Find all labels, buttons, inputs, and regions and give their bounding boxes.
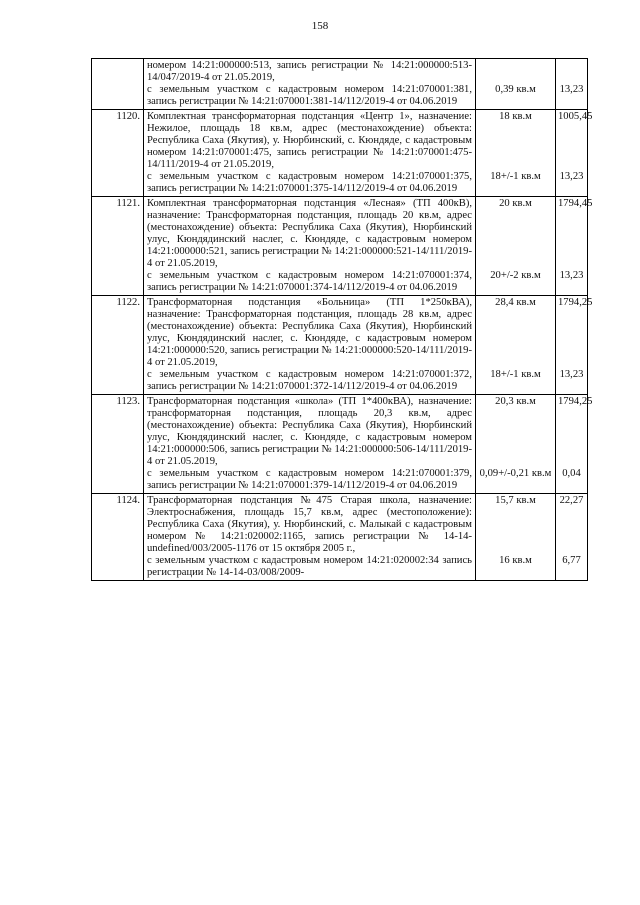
row-number (92, 59, 144, 110)
object-value: 1794,25 (558, 396, 593, 407)
land-plot-description: с земельным участком с кадастровым номером 14:21:070001:372, запись регистрации № 14:21:070001:372-14/112/2019-4 от 04.06.2019 (147, 369, 472, 392)
row-description (144, 197, 476, 296)
object-description: номером 14:21:000000:513, запись регистрации № 14:21:000000:513-14/047/2019-4 от 21.05.2019, (147, 60, 472, 83)
land-value: 13,23 (559, 270, 584, 281)
row-value (556, 197, 593, 296)
row-number: 1124. (92, 494, 144, 581)
object-description: Трансформаторная подстанция «школа» (ТП 1*400кВА), назначение: трансформаторная подстанция, площадь 20,3 кв.м, адрес (местонахождение) объекта: Республика Саха (Якутия), Нюрбинский улус, Кюндядинский наслег, с. Кюндяде, с кадастровым номером 14:21:000000:506, запись регистрации № 14:21:000000:506-14/111/2019-4 от 21.05.2019, (147, 396, 472, 467)
row-description (144, 494, 476, 581)
row-area (476, 395, 556, 494)
row-description (144, 110, 476, 197)
object-value: 1794,45 (558, 198, 593, 209)
row-description (144, 296, 476, 395)
object-value: 1005,45 (558, 111, 593, 122)
table-row (92, 494, 588, 581)
land-value: 13,23 (559, 171, 584, 182)
object-description: Комплектная трансформаторная подстанция «Центр 1», назначение: Нежилое, площадь 18 кв.м, адрес (местонахождение) объекта: Республика Саха (Якутия), у. Нюрбинский, с. Кюндяде, с кадастровым номером 14:21:070001:475, запись регистрации № 14:21:070001:475-14/111/2019-4 от 21.05.2019, (147, 111, 472, 170)
land-area: 20+/-2 кв.м (490, 270, 541, 281)
land-plot-description: с земельным участком с кадастровым номером 14:21:070001:375, запись регистрации № 14:21:070001:375-14/112/2019-4 от 04.06.2019 (147, 171, 472, 194)
table-row (92, 395, 588, 494)
row-value (556, 494, 588, 581)
land-value: 0,04 (562, 468, 581, 479)
land-value: 13,23 (559, 369, 584, 380)
object-area: 15,7 кв.м (495, 495, 536, 506)
row-area (476, 494, 556, 581)
object-value: 1794,25 (558, 297, 593, 308)
land-plot-description: с земельным участком с кадастровым номером 14:21:070001:374, запись регистрации № 14:21:070001:374-14/112/2019-4 от 04.06.2019 (147, 270, 472, 293)
land-plot-description: с земельным участком с кадастровым номером 14:21:070001:381, запись регистрации № 14:21:070001:381-14/112/2019-4 от 04.06.2019 (147, 84, 472, 107)
table-row (92, 110, 588, 197)
row-number: 1123. (92, 395, 144, 494)
table-row (92, 296, 588, 395)
row-area (476, 296, 556, 395)
row-number: 1122. (92, 296, 144, 395)
object-area: 28,4 кв.м (495, 297, 536, 308)
row-area (476, 197, 556, 296)
row-number: 1121. (92, 197, 144, 296)
property-table (91, 58, 593, 581)
row-area (476, 59, 556, 110)
object-area: 20 кв.м (499, 198, 532, 209)
land-plot-description: с земельным участком с кадастровым номером 14:21:070001:379, запись регистрации № 14:21:070001:379-14/112/2019-4 от 04.06.2019 (147, 468, 472, 491)
object-area: 18 кв.м (499, 111, 532, 122)
object-description: Трансформаторная подстанция «Больница» (ТП 1*250кВА), назначение: Трансформаторная подстанция, площадь 28 кв.м, адрес (местонахождение) объекта: Республика Саха (Якутия), Нюрбинский улус, Кюндядинский наслег, с. Кюндяде, с кадастровым номером 14:21:000000:520, запись регистрации № 14:21:000000:520-14/111/2019-4 от 21.05.2019, (147, 297, 472, 368)
table-row (92, 197, 588, 296)
row-value (556, 59, 588, 110)
row-value (556, 110, 593, 197)
object-value: 22,27 (559, 495, 584, 506)
object-area: 20,3 кв.м (495, 396, 536, 407)
row-description (144, 395, 476, 494)
land-value: 6,77 (562, 555, 581, 566)
row-area (476, 110, 556, 197)
land-area: 18+/-1 кв.м (490, 171, 541, 182)
page-number: 158 (311, 20, 329, 32)
row-number: 1120. (92, 110, 144, 197)
row-value (556, 395, 593, 494)
row-description (144, 59, 476, 110)
land-area: 18+/-1 кв.м (490, 369, 541, 380)
land-area: 0,09+/-0,21 кв.м (479, 468, 552, 479)
object-description: Трансформаторная подстанция №475 Старая школа, назначение: Электроснабжения, площадь 15,7 кв.м, адрес (местоположение): Республика Саха (Якутия), у. Нюрбинский, с. Малыкай с кадастровым номером № 14:21:020002:1165, запись регистрации № 14-14-undefined/003/2005-1176 от 15 октября 2005 г., (147, 495, 472, 554)
land-area: 16 кв.м (499, 555, 532, 566)
row-value (556, 296, 593, 395)
table-row (92, 59, 588, 110)
land-value: 13,23 (559, 84, 584, 95)
land-area: 0,39 кв.м (495, 84, 536, 95)
land-plot-description: с земельным участком с кадастровым номером 14:21:020002:34 запись регистрации № 14-14-03/008/2009- (147, 555, 472, 578)
object-description: Комплектная трансформаторная подстанция «Лесная» (ТП 400кВ), назначение: Трансформаторная подстанция, площадь 20 кв.м, адрес (местонахождение) объекта: Республика Саха (Якутия), Нюрбинский улус, Кюндядинский наслег, с. Кюндяде, с кадастровым номером 14:21:000000:521, запись регистрации № 14:21:000000:521-14/111/2019-4 от 21.05.2019, (147, 198, 472, 269)
